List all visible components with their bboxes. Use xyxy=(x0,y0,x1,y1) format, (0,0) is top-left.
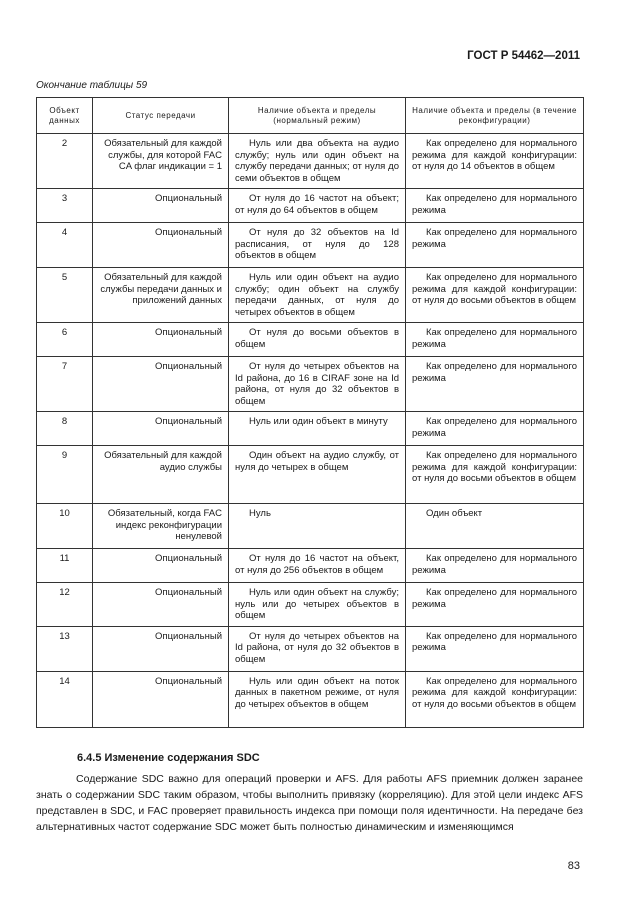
cell-object: 13 xyxy=(37,626,93,671)
cell-reconfig: Как определено для нормального режима xyxy=(406,223,584,268)
cell-status: Опциональный xyxy=(93,323,229,357)
header-normal: Наличие объекта и пределы (нормальный режим) xyxy=(229,98,406,134)
cell-object: 10 xyxy=(37,504,93,549)
cell-reconfig: Как определено для нормального режима для каждой конфигурации: от нуля до восьми объектов в общем xyxy=(406,446,584,504)
cell-status: Опциональный xyxy=(93,549,229,583)
cell-status: Опциональный xyxy=(93,357,229,412)
cell-status: Обязательный для каждой службы передачи данных и приложений данных xyxy=(93,268,229,323)
table-caption: Окончание таблицы 59 xyxy=(36,80,148,91)
data-table xyxy=(36,97,584,728)
cell-object: 6 xyxy=(37,323,93,357)
cell-reconfig: Как определено для нормального режима для каждой конфигурации: от нуля до 14 объектов в общем xyxy=(406,134,584,189)
cell-object: 7 xyxy=(37,357,93,412)
cell-normal: Нуль или один объект в минуту xyxy=(229,412,406,446)
header-status: Статус передачи xyxy=(93,98,229,134)
cell-object: 14 xyxy=(37,671,93,727)
cell-object: 8 xyxy=(37,412,93,446)
table-body xyxy=(37,134,584,728)
cell-normal: Нуль или один объект на службу; нуль или до четырех объектов в общем xyxy=(229,583,406,627)
cell-normal: От нуля до четырех объектов на Id района, до 16 в CIRAF зоне на Id района, от нуля до 32 объектов в общем xyxy=(229,357,406,412)
cell-reconfig: Как определено для нормального режима xyxy=(406,412,584,446)
cell-reconfig: Один объект xyxy=(406,504,584,549)
table-header-row xyxy=(37,98,584,134)
cell-object: 3 xyxy=(37,189,93,223)
cell-normal: От нуля до четырех объектов на Id района, от нуля до 32 объектов в общем xyxy=(229,626,406,671)
table-row xyxy=(37,446,584,504)
cell-normal: Нуль или два объекта на аудио службу; нуль или один объект на службу передачи данных; от нуля до семи объектов в общем xyxy=(229,134,406,189)
cell-normal: От нуля до 16 частот на объект, от нуля до 256 объектов в общем xyxy=(229,549,406,583)
table-row xyxy=(37,323,584,357)
document-id: ГОСТ Р 54462—2011 xyxy=(467,50,580,62)
cell-status: Опциональный xyxy=(93,626,229,671)
cell-reconfig: Как определено для нормального режима xyxy=(406,626,584,671)
cell-object: 5 xyxy=(37,268,93,323)
cell-status: Опциональный xyxy=(93,189,229,223)
table-row xyxy=(37,671,584,727)
cell-object: 12 xyxy=(37,583,93,627)
cell-status: Обязательный для каждой службы, для которой FAC CA флаг индикации = 1 xyxy=(93,134,229,189)
cell-status: Обязательный, когда FAC индекс реконфигурации ненулевой xyxy=(93,504,229,549)
table-row xyxy=(37,626,584,671)
cell-reconfig: Как определено для нормального режима xyxy=(406,549,584,583)
cell-reconfig: Как определено для нормального режима xyxy=(406,323,584,357)
cell-status: Опциональный xyxy=(93,223,229,268)
cell-normal: Один объект на аудио службу, от нуля до четырех в общем xyxy=(229,446,406,504)
cell-status: Опциональный xyxy=(93,671,229,727)
cell-reconfig: Как определено для нормального режима для каждой конфигурации: от нуля до восьми объектов в общем xyxy=(406,671,584,727)
cell-normal: От нуля до восьми объектов в общем xyxy=(229,323,406,357)
cell-object: 4 xyxy=(37,223,93,268)
cell-object: 11 xyxy=(37,549,93,583)
cell-status: Обязательный для каждой аудио службы xyxy=(93,446,229,504)
cell-object: 2 xyxy=(37,134,93,189)
section-title: 6.4.5 Изменение содержания SDC xyxy=(77,752,260,764)
cell-normal: От нуля до 16 частот на объект; от нуля до 64 объектов в общем xyxy=(229,189,406,223)
cell-reconfig: Как определено для нормального режима для каждой конфигурации: от нуля до восьми объектов в общем xyxy=(406,268,584,323)
table-row xyxy=(37,189,584,223)
cell-object: 9 xyxy=(37,446,93,504)
cell-normal: От нуля до 32 объектов на Id расписания, от нуля до 128 объектов в общем xyxy=(229,223,406,268)
header-object: Объект данных xyxy=(37,98,93,134)
page-number: 83 xyxy=(567,860,580,872)
cell-normal: Нуль xyxy=(229,504,406,549)
table-row xyxy=(37,412,584,446)
cell-reconfig: Как определено для нормального режима xyxy=(406,583,584,627)
cell-reconfig: Как определено для нормального режима xyxy=(406,357,584,412)
header-reconfig: Наличие объекта и пределы (в течение реконфигурации) xyxy=(406,98,584,134)
table-row xyxy=(37,549,584,583)
cell-status: Опциональный xyxy=(93,412,229,446)
cell-status: Опциональный xyxy=(93,583,229,627)
table-row xyxy=(37,223,584,268)
body-paragraph: Содержание SDC важно для операций проверки и AFS. Для работы AFS приемник должен заранее знать о содержании SDC таким образом, чтобы выполнить привязку (корреляцию). Для этой цели индекс AFS представлен в SDC, и FAC проверяет правильность индекса при помощи поля идентичности. На передаче без альтернативных частот содержание SDC может быть полностью динамическим и изменяющимся xyxy=(36,773,583,833)
table-row xyxy=(37,357,584,412)
table-row xyxy=(37,268,584,323)
cell-normal: Нуль или один объект на поток данных в пакетном режиме, от нуля до четырех объектов в общем xyxy=(229,671,406,727)
table-row xyxy=(37,583,584,627)
cell-normal: Нуль или один объект на аудио службу; один объект на службу передачи данных, от нуля до четырех объектов в общем xyxy=(229,268,406,323)
table-row xyxy=(37,134,584,189)
cell-reconfig: Как определено для нормального режима xyxy=(406,189,584,223)
table-row xyxy=(37,504,584,549)
